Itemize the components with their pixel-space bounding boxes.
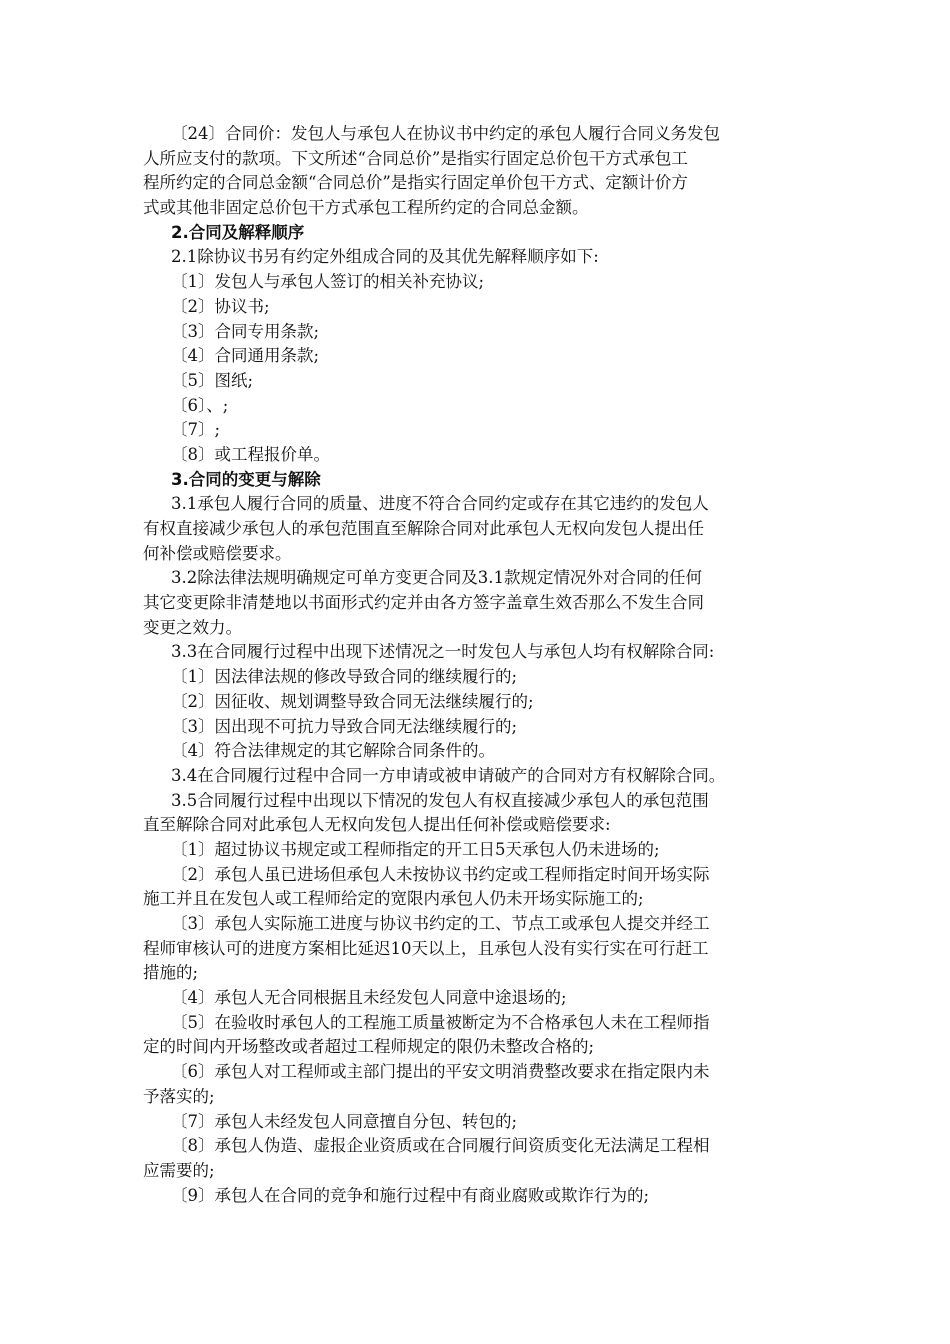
list-item: 〔9〕承包人在合同的竞争和施行过程中有商业腐败或欺诈行为的;	[171, 1185, 650, 1205]
text-line: 变更之效力。	[143, 617, 242, 637]
list-item: 〔6〕、;	[171, 395, 229, 415]
list-item: 〔4〕承包人无合同根据且未经发包人同意中途退场的;	[171, 988, 567, 1008]
list-item: 〔1〕发包人与承包人签订的相关补充协议;	[171, 272, 485, 292]
list-item: 〔2〕协议书;	[171, 296, 270, 316]
text-line: 3.4在合同履行过程中合同一方申请或被申请破产的合同对方有权解除合同。	[171, 765, 726, 785]
text-line: 3.3在合同履行过程中出现下述情况之一时发包人与承包人均有权解除合同:	[171, 642, 715, 662]
text-line: 人所应支付的款项。下文所述“合同总价”是指实行固定总价包干方式承包工	[143, 148, 688, 168]
text-line: 直至解除合同对此承包人无权向发包人提出任何补偿或赔偿要求:	[143, 815, 611, 835]
text-line: 定的时间内开场整改或者超过工程师规定的限仍未整改合格的;	[143, 1037, 595, 1057]
list-item: 〔5〕图纸;	[171, 370, 254, 390]
list-item: 〔1〕超过协议书规定或工程师指定的开工日5天承包人仍未进场的;	[171, 839, 660, 859]
text-line: 措施的;	[143, 963, 199, 983]
section-heading: 2.合同及解释顺序	[171, 222, 305, 242]
list-item: 〔3〕合同专用条款;	[171, 321, 320, 341]
list-item: 〔3〕承包人实际施工进度与协议书约定的工、节点工或承包人提交并经工	[171, 914, 710, 933]
text-line: 式或其他非固定总价包干方式承包工程所约定的合同总金额。	[143, 198, 589, 218]
list-item: 〔4〕符合法律规定的其它解除合同条件的。	[171, 741, 495, 761]
text-line: 应需要的;	[143, 1160, 215, 1180]
text-line: 3.5合同履行过程中出现以下情况的发包人有权直接减少承包人的承包范围	[171, 790, 709, 810]
text-line: 施工并且在发包人或工程师给定的宽限内承包人仍未开场实际施工的;	[143, 889, 644, 909]
list-item: 〔8〕承包人伪造、虚报企业资质或在合同履行间资质变化无法满足工程相	[171, 1136, 710, 1156]
list-item: 〔3〕因出现不可抗力导致合同无法继续履行的;	[171, 716, 518, 736]
text-line: 何补偿或赔偿要求。	[143, 543, 292, 563]
section-heading: 3.合同的变更与解除	[171, 469, 321, 489]
text-line: 3.2除法律法规明确规定可单方变更合同及3.1款规定情况外对合同的任何	[171, 568, 702, 588]
text-line: 程所约定的合同总金额“合同总价”是指实行固定单价包干方式、定额计价方	[143, 173, 688, 193]
text-line: 2.1除协议书另有约定外组成合同的及其优先解释顺序如下:	[171, 247, 599, 267]
text-line: 程师审核认可的进度方案相比延迟10天以上，且承包人没有实行实在可行赶工	[143, 938, 709, 958]
list-item: 〔8〕或工程报价单。	[171, 444, 330, 464]
text-line: 其它变更除非清楚地以书面形式约定并由各方签字盖章生效否那么不发生合同	[143, 593, 704, 613]
list-item: 〔6〕承包人对工程师或主部门提出的平安文明消费整改要求在指定限内未	[171, 1062, 710, 1082]
text-line: 予落实的;	[143, 1086, 215, 1106]
text-line: 〔24〕合同价：发包人与承包人在协议书中约定的承包人履行合同义务发包	[171, 124, 720, 143]
text-line: 有权直接减少承包人的承包范围直至解除合同对此承包人无权向发包人提出任	[143, 519, 704, 538]
text-line: 3.1承包人履行合同的质量、进度不符合合同约定或存在其它违约的发包人	[171, 494, 709, 514]
list-item: 〔2〕因征收、规划调整导致合同无法继续履行的;	[171, 691, 534, 711]
list-item: 〔4〕合同通用条款;	[171, 346, 320, 366]
list-item: 〔5〕在验收时承包人的工程施工质量被断定为不合格承包人未在工程师指	[171, 1012, 710, 1032]
list-item: 〔1〕因法律法规的修改导致合同的继续履行的;	[171, 667, 518, 687]
list-item: 〔2〕承包人虽已进场但承包人未按协议书约定或工程师指定时间开场实际	[171, 864, 710, 884]
list-item: 〔7〕;	[171, 420, 221, 440]
list-item: 〔7〕承包人未经发包人同意擅自分包、转包的;	[171, 1111, 518, 1131]
document-page	[143, 122, 813, 1208]
